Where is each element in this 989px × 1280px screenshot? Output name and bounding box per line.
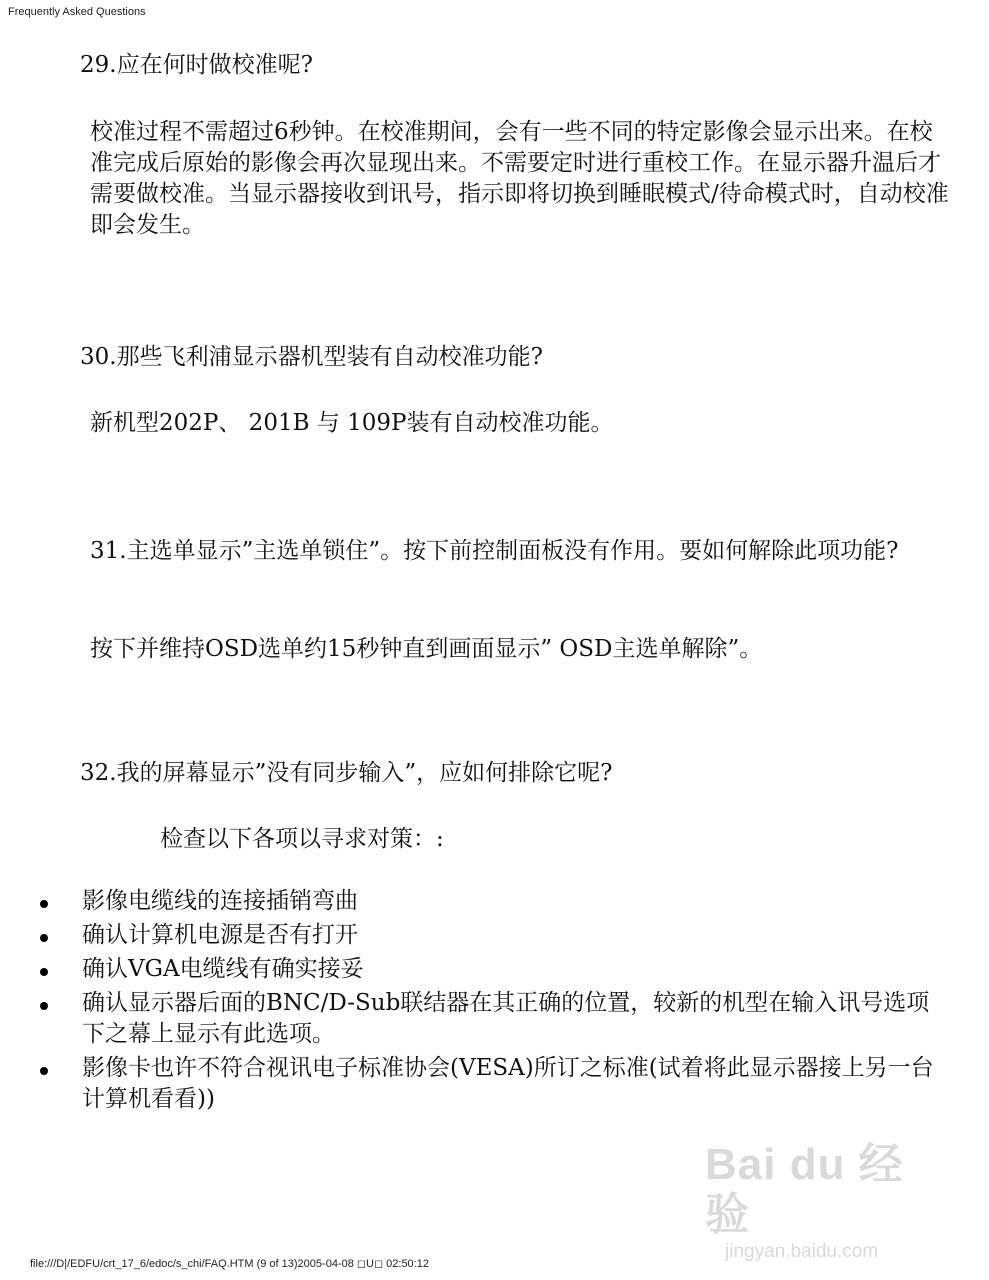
page-header-title: Frequently Asked Questions	[8, 6, 146, 18]
list-item	[38, 954, 943, 985]
bullet-icon	[40, 1067, 48, 1075]
watermark-logo: Bai du 经验	[705, 1140, 904, 1239]
list-item-text: 确认显示器后面的BNC/D-Sub联结器在其正确的位置，较新的机型在输入讯号选项下之幕上显示有此选项。	[82, 990, 930, 1047]
list-item	[38, 988, 943, 1050]
bullet-icon	[40, 968, 48, 976]
question-32: 32.我的屏幕显示”没有同步输入”，应如何排除它呢?	[80, 760, 613, 786]
bullet-icon	[40, 934, 48, 942]
list-item-text: 影像卡也许不符合视讯电子标准协会(VESA)所订之标准(试着将此显示器接上另一台计算机看看))	[82, 1055, 934, 1112]
list-item	[38, 1053, 943, 1115]
list-item	[38, 886, 943, 917]
page-footer-path: file:///D|/EDFU/crt_17_6/edoc/s_chi/FAQ.HTM (9 of 13)2005-04-08 ◻U◻ 02:50:12	[30, 1258, 429, 1270]
watermark-url: jingyan.baidu.com	[725, 1241, 879, 1262]
answer-32-intro: 检查以下各项以寻求对策：:	[160, 826, 444, 852]
answer-31: 按下并维持OSD选单约15秒钟直到画面显示” OSD主选单解除”。	[90, 636, 763, 662]
troubleshooting-list	[38, 886, 943, 1118]
answer-29: 校准过程不需超过6秒钟。在校准期间，会有一些不同的特定影像会显示出来。在校准完成后原始的影像会再次显现出来。不需要定时进行重校工作。在显示器升温后才需要做校准。当显示器接收到讯号，指示即将切换到睡眠模式/待命模式时，自动校准即会发生。	[90, 119, 949, 238]
question-29: 29.应在何时做校准呢?	[80, 52, 313, 78]
question-31: 31.主选单显示”主选单锁住”。按下前控制面板没有作用。要如何解除此项功能?	[90, 538, 899, 564]
baidu-watermark	[705, 1140, 945, 1262]
list-item	[38, 920, 943, 951]
list-item-text: 确认计算机电源是否有打开	[82, 922, 358, 948]
question-30: 30.那些飞利浦显示器机型装有自动校准功能?	[80, 344, 543, 370]
list-item-text: 影像电缆线的连接插销弯曲	[82, 888, 358, 914]
list-item-text: 确认VGA电缆线有确实接妥	[82, 956, 364, 982]
bullet-icon	[40, 1002, 48, 1010]
bullet-icon	[40, 900, 48, 908]
answer-30: 新机型202P、 201B 与 109P装有自动校准功能。	[90, 410, 614, 436]
